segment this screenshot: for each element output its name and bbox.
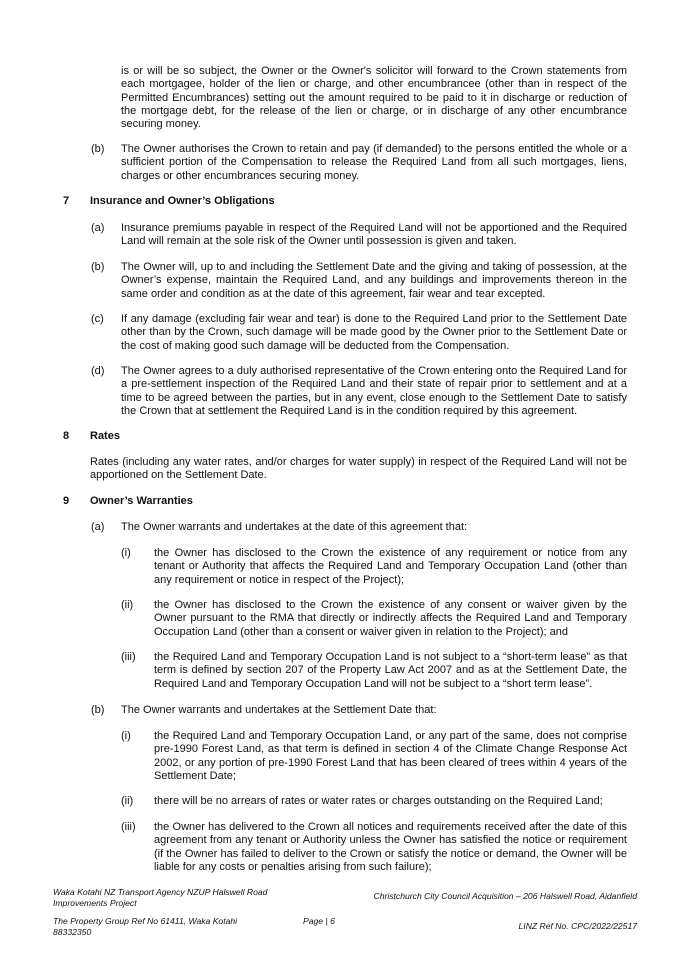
clause-9a-iii-label: (iii) xyxy=(121,651,136,663)
section-8-text: Rates (including any water rates, and/or charges for water supply) in respect of the Required Land will not be apportioned on the Settlement Date. xyxy=(90,456,627,482)
clause-9b-ii-label: (ii) xyxy=(121,795,134,807)
clause-7d-text: The Owner agrees to a duly authorised representative of the Crown entering onto the Required Land for a pre-settlement inspection of the Required Land and their state of repair prior to settlement and at a time to be agreed between the parties, but in any event, close enough to the Settlement Date to satisfy the Crown that at settlement the Required Land is in the condition required by this agreement. xyxy=(121,365,627,417)
section-8-number: 8 xyxy=(63,430,70,442)
clause-9b-label: (b) xyxy=(91,704,105,716)
clause-7b-label: (b) xyxy=(91,261,105,273)
clause-7a-label: (a) xyxy=(91,222,105,234)
clause-7b-text: The Owner will, up to and including the Settlement Date and the giving and taking of possession, at the Owner’s expense, maintain the Required Land, and any buildings and improvements thereon in the same order and condition as at the date of this agreement, fair wear and tear excepted. xyxy=(121,261,627,300)
footer-acquisition: Christchurch City Council Acquisition – 206 Halswell Road, Aidanfield xyxy=(373,891,637,901)
footer-reference: The Property Group Ref No 61411, Waka Kotahi 88332350 xyxy=(53,916,238,937)
clause-7c-label: (c) xyxy=(91,313,104,325)
clause-9a-i-text: the Owner has disclosed to the Crown the existence of any requirement or notice from any tenant or Authority that affects the Required Land and Temporary Occupation Land (other than any requirement or notice in respect of the Project); xyxy=(154,547,627,586)
clause-7d-label: (d) xyxy=(91,365,105,377)
clause-9b-iii-label: (iii) xyxy=(121,821,136,833)
clause-6b-text: The Owner authorises the Crown to retain and pay (if demanded) to the persons entitled the whole or a sufficient portion of the Compensation to release the Required Land from all such mortgages, liens, charges or other encumbrances securing money. xyxy=(121,143,627,182)
clause-9a-iii-text: the Required Land and Temporary Occupation Land is not subject to a “short-term lease” as that term is defined by section 207 of the Property Law Act 2007 and as at the Settlement Date, the Required Land and Temporary Occupation Land will not be subject to a “short term lease”. xyxy=(154,651,627,690)
footer-linz-reference: LINZ Ref No. CPC/2022/22517 xyxy=(518,921,637,931)
clause-9b-i-label: (i) xyxy=(121,730,131,742)
section-7-title: Insurance and Owner’s Obligations xyxy=(90,195,275,207)
clause-7a-text: Insurance premiums payable in respect of the Required Land will not be apportioned and the Required Land will remain at the sole risk of the Owner until possession is given and taken. xyxy=(121,222,627,248)
clause-9b-ii-text: there will be no arrears of rates or water rates or charges outstanding on the Required Land; xyxy=(154,795,603,807)
clause-9a-label: (a) xyxy=(91,521,105,533)
section-8-title: Rates xyxy=(90,430,120,442)
footer-project-name: Waka Kotahi NZ Transport Agency NZUP Halswell Road Improvements Project xyxy=(53,887,268,908)
continuation-paragraph: is or will be so subject, the Owner or the Owner's solicitor will forward to the Crown statements from each mortgagee, holder of the lien or charge, and other encumbrancee (other than in respect of the Permitted Encumbrances) setting out the amount required to be paid to it in discharge or reduction of the mortgage debt, for the release of the lien or charge, or in discharge of any other encumbrance securing money. xyxy=(121,65,627,131)
clause-9b-iii-text: the Owner has delivered to the Crown all notices and requirements received after the date of this agreement from any tenant or Authority unless the Owner has satisfied the notice or requirement (if the Owner has failed to deliver to the Crown or satisfy the notice or demand, the Owner will be liable for any costs or penalties arising from such failure); xyxy=(154,821,627,873)
section-9-title: Owner’s Warranties xyxy=(90,495,193,507)
clause-7c-text: If any damage (excluding fair wear and tear) is done to the Required Land prior to the Settlement Date other than by the Crown, such damage will be made good by the Owner prior to the Settlement Date or the cost of making good such damage will be deducted from the Compensation. xyxy=(121,313,627,352)
footer-page-number: Page | 6 xyxy=(303,916,335,926)
section-7-number: 7 xyxy=(63,195,70,207)
section-9-number: 9 xyxy=(63,495,70,507)
clause-9a-text: The Owner warrants and undertakes at the date of this agreement that: xyxy=(121,521,468,533)
clause-9b-i-text: the Required Land and Temporary Occupation Land, or any part of the same, does not comprise pre-1990 Forest Land, as that term is defined in section 4 of the Climate Change Response Act 2002, or any portion of pre-1990 Forest Land that has been cleared of trees within 4 years of the Settlement Date; xyxy=(154,730,627,782)
clause-6b-label: (b) xyxy=(91,143,105,155)
clause-9b-text: The Owner warrants and undertakes at the Settlement Date that: xyxy=(121,704,437,716)
clause-9a-ii-text: the Owner has disclosed to the Crown the existence of any consent or waiver given by the Owner pursuant to the RMA that directly or indirectly affects the Required Land and Temporary Occupation Land (other than a consent or waiver given in relation to the Project); and xyxy=(154,599,627,638)
clause-9a-ii-label: (ii) xyxy=(121,599,134,611)
clause-9a-i-label: (i) xyxy=(121,547,131,559)
